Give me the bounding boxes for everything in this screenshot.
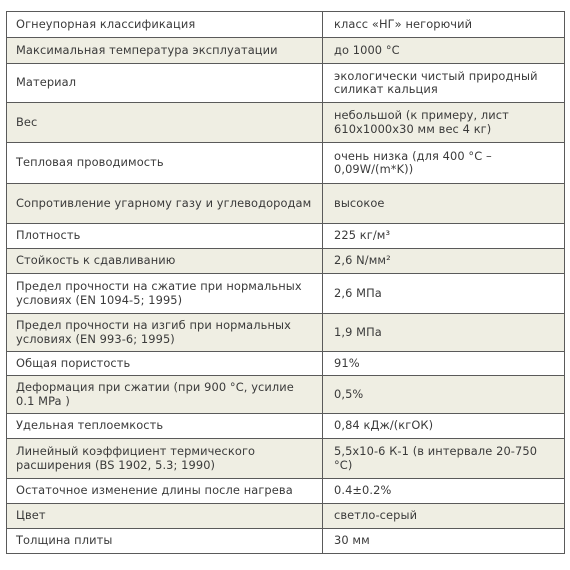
property-cell: Максимальная температура эксплуатации [7, 38, 323, 64]
value-cell: 0,84 кДж/(кгОК) [323, 414, 565, 439]
property-cell: Тепловая проводимость [7, 143, 323, 184]
property-cell: Материал [7, 64, 323, 103]
property-cell: Стойкость к сдавливанию [7, 249, 323, 274]
property-cell: Предел прочности на сжатие при нормальных условиях (EN 1094-5; 1995) [7, 274, 323, 314]
value-cell: 30 мм [323, 529, 565, 554]
value-cell: 225 кг/м³ [323, 224, 565, 249]
value-cell: экологически чистый природный силикат кальция [323, 64, 565, 103]
table-row [7, 143, 565, 184]
property-cell: Цвет [7, 504, 323, 529]
table-row [7, 479, 565, 504]
property-cell: Общая пористость [7, 352, 323, 376]
value-cell: небольшой (к примеру, лист 610х1000х30 мм вес 4 кг) [323, 103, 565, 143]
value-cell: 0,5% [323, 376, 565, 414]
value-cell: 0.4±0.2% [323, 479, 565, 504]
property-cell: Линейный коэффициент термического расширения (BS 1902, 5.3; 1990) [7, 439, 323, 479]
property-cell: Вес [7, 103, 323, 143]
table-row [7, 64, 565, 103]
table-row [7, 414, 565, 439]
table-row [7, 274, 565, 314]
table-row [7, 12, 565, 38]
table-row [7, 224, 565, 249]
value-cell: до 1000 °С [323, 38, 565, 64]
property-cell: Толщина плиты [7, 529, 323, 554]
table-row [7, 529, 565, 554]
table-row [7, 314, 565, 352]
property-cell: Сопротивление угарному газу и углеводородам [7, 184, 323, 224]
specifications-table [6, 11, 565, 554]
property-cell: Плотность [7, 224, 323, 249]
table-row [7, 352, 565, 376]
value-cell: 91% [323, 352, 565, 376]
value-cell: очень низка (для 400 °С – 0,09W/(m*K)) [323, 143, 565, 184]
table-row [7, 103, 565, 143]
table-row [7, 439, 565, 479]
value-cell: 1,9 МПа [323, 314, 565, 352]
table-row [7, 38, 565, 64]
value-cell: 2,6 МПа [323, 274, 565, 314]
value-cell: класс «НГ» негорючий [323, 12, 565, 38]
property-cell: Остаточное изменение длины после нагрева [7, 479, 323, 504]
table-row [7, 504, 565, 529]
property-cell: Огнеупорная классификация [7, 12, 323, 38]
value-cell: светло-серый [323, 504, 565, 529]
property-cell: Деформация при сжатии (при 900 °С, усилие 0.1 MPa ) [7, 376, 323, 414]
value-cell: 2,6 N/мм² [323, 249, 565, 274]
value-cell: 5,5х10-6 К-1 (в интервале 20-750 °С) [323, 439, 565, 479]
table-row [7, 376, 565, 414]
table-row [7, 249, 565, 274]
property-cell: Удельная теплоемкость [7, 414, 323, 439]
property-cell: Предел прочности на изгиб при нормальных условиях (EN 993-6; 1995) [7, 314, 323, 352]
value-cell: высокое [323, 184, 565, 224]
table-row [7, 184, 565, 224]
